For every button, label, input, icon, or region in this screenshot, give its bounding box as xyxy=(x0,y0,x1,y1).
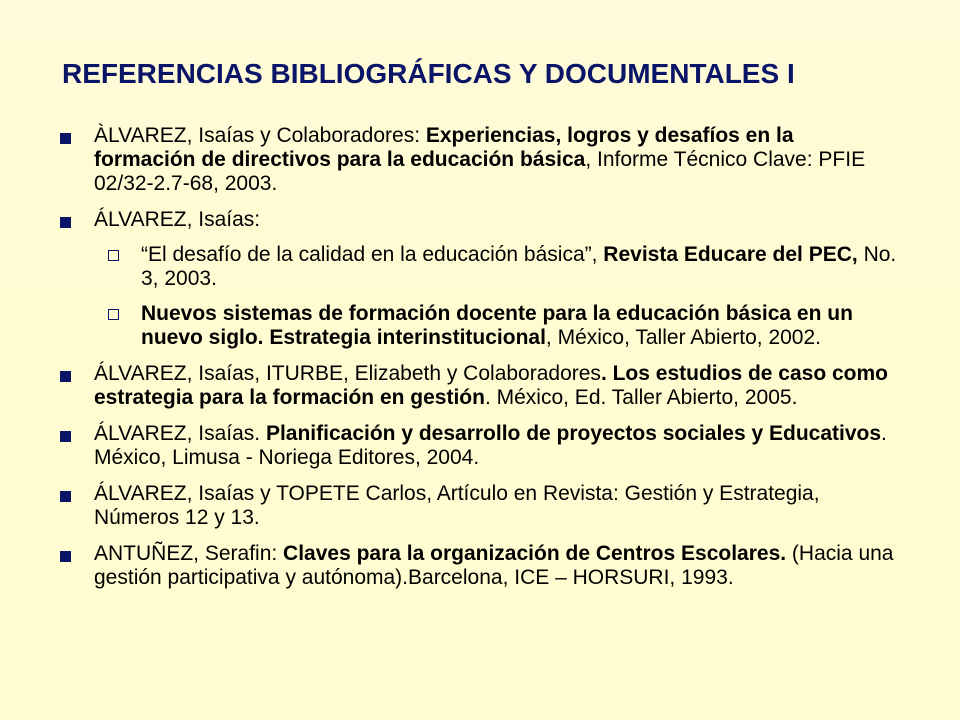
reference-author: ÁLVAREZ, Isaías. xyxy=(94,422,266,445)
reference-item xyxy=(58,124,900,196)
reference-author: ÁLVAREZ, Isaías, ITURBE, Elizabeth y Colaboradores xyxy=(94,362,601,385)
reference-item xyxy=(58,422,900,470)
reference-list xyxy=(58,124,900,602)
square-bullet-icon xyxy=(60,217,71,228)
reference-title: Experiencias, logros y desafíos en la formación de directivos para la educación básica xyxy=(94,124,794,171)
reference-title: . Los estudios de caso como estrategia para la formación en gestión xyxy=(94,362,889,409)
sub-reference-item xyxy=(94,243,900,291)
square-bullet-icon xyxy=(60,431,71,442)
reference-item xyxy=(58,208,900,350)
reference-title: Nuevos sistemas de formación docente para la educación básica en un nuevo siglo. Estrategia interinstitucional xyxy=(141,302,853,349)
slide-title: REFERENCIAS BIBLIOGRÁFICAS Y DOCUMENTALES I xyxy=(62,58,795,89)
reference-details: . México, Ed. Taller Abierto, 2005. xyxy=(484,386,798,409)
reference-author: ÀLVAREZ, Isaías y Colaboradores: xyxy=(94,124,426,147)
reference-title: “El desafío de la calidad en la educación básica”, xyxy=(141,243,604,266)
reference-details: , Informe Técnico Clave: PFIE 02/32-2.7-68, 2003. xyxy=(94,148,866,195)
reference-details: (Hacia una gestión participativa y autónoma).Barcelona, ICE – HORSURI, 1993. xyxy=(94,542,894,589)
hollow-square-bullet-icon xyxy=(108,250,119,261)
reference-item xyxy=(58,362,900,410)
square-bullet-icon xyxy=(60,371,71,382)
sub-reference-list xyxy=(94,243,900,350)
reference-author: ÁLVAREZ, Isaías: xyxy=(94,208,261,231)
reference-item xyxy=(58,482,900,530)
reference-author: ANTUÑEZ, Serafin: xyxy=(94,542,284,565)
reference-details: , México, Taller Abierto, 2002. xyxy=(545,326,821,349)
reference-item xyxy=(58,542,900,590)
square-bullet-icon xyxy=(60,133,71,144)
sub-reference-item xyxy=(94,302,900,350)
reference-title: Planificación y desarrollo de proyectos sociales y Educativos xyxy=(265,422,882,445)
square-bullet-icon xyxy=(60,551,71,562)
reference-title: Claves para la organización de Centros Escolares. xyxy=(283,542,787,565)
reference-text: ÁLVAREZ, Isaías y TOPETE Carlos, Artículo en Revista: Gestión y Estrategia, Números 12 y 13. xyxy=(94,482,820,529)
square-bullet-icon xyxy=(60,491,71,502)
reference-details: No. 3, 2003. xyxy=(141,243,897,290)
reference-details: . México, Limusa - Noriega Editores, 2004. xyxy=(94,422,887,469)
reference-journal: Revista Educare del PEC, xyxy=(603,243,858,266)
hollow-square-bullet-icon xyxy=(108,309,119,320)
